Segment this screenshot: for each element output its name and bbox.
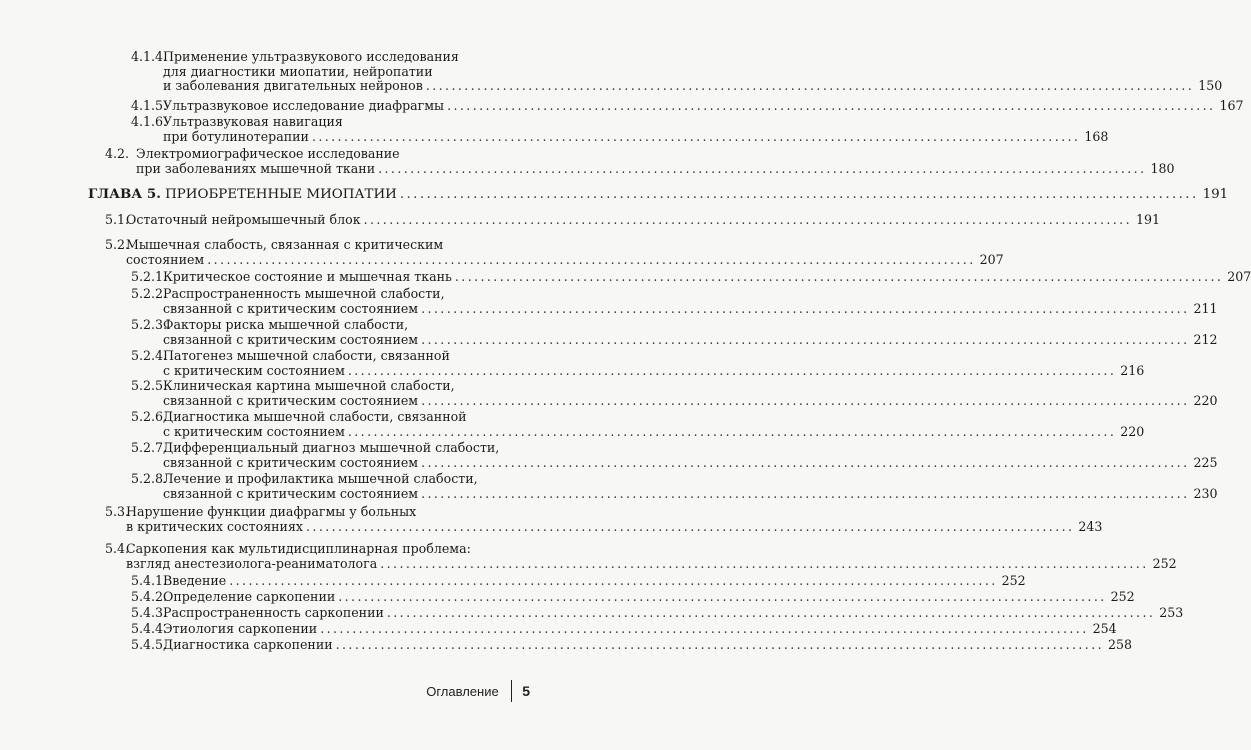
toc-entry-title-line: Критическое состояние и мышечная ткань: [163, 269, 452, 284]
toc-entry-title-line: Электромиографическое исследование: [136, 146, 400, 161]
toc-entry: [131, 378, 1218, 408]
toc-entry-title-line: Мышечная слабость, связанная с критическим: [126, 237, 444, 252]
toc-entry: [131, 589, 1135, 605]
toc-entry-page: 216: [1120, 362, 1145, 378]
chapter-label: ГЛАВА 5.: [88, 186, 161, 202]
toc-entry-number: 5.2.3.: [131, 317, 168, 332]
toc-entry-title-line: Нарушение функции диафрагмы у больных: [126, 504, 417, 519]
toc-entry-title-line: Определение саркопении: [163, 589, 336, 604]
toc-entry-page: 150: [1198, 78, 1223, 93]
toc-entry-title-line: Этиология саркопении: [163, 621, 318, 636]
toc-entry: [131, 286, 1218, 316]
toc-entry: [131, 317, 1218, 347]
dot-leader: ........................................................................................................................: [421, 454, 1190, 470]
toc-entry-number: 5.4.: [105, 541, 130, 556]
toc-entry-number: 4.2.: [105, 146, 130, 161]
dot-leader: ........................................................................................................................: [421, 485, 1190, 501]
toc-entry-page: 212: [1193, 331, 1218, 347]
toc-entry-page: 167: [1219, 98, 1244, 113]
toc-entry-page: 191: [1202, 187, 1229, 202]
toc-entry: [105, 146, 1175, 176]
toc-entry-title-line: Патогенез мышечной слабости, связанной: [163, 348, 450, 363]
dot-leader: ........................................................................................................................: [306, 518, 1075, 534]
toc-entry-number: 5.2.7.: [131, 440, 168, 455]
toc-entry: [131, 348, 1145, 378]
toc-entry-title-line: связанной с критическим состоянием: [163, 392, 419, 408]
toc-entry-title-line: Применение ультразвукового исследования: [163, 49, 459, 64]
toc-entry-number: 5.4.3.: [131, 605, 168, 620]
toc-entry: [131, 471, 1218, 501]
toc-entry-title-line: и заболевания двигательных нейронов: [163, 78, 423, 93]
footer-divider: [511, 680, 513, 702]
dot-leader: ........................................................................................................................: [380, 555, 1149, 571]
page-footer: [426, 680, 530, 702]
toc-entry-page: 225: [1193, 454, 1218, 470]
toc-entry-page: 252: [1152, 555, 1177, 571]
toc-entry-title-line: в критических состояниях: [126, 518, 304, 534]
toc-entry-number: 5.1.: [105, 212, 130, 227]
toc-entry-number: 4.1.4.: [131, 49, 168, 64]
toc-entry: [105, 212, 1161, 228]
toc-chapter-heading: [88, 186, 1229, 202]
toc-entry-title-line: ПРИОБРЕТЕННЫЕ МИОПАТИИ: [165, 187, 397, 202]
toc-entry: [105, 504, 1103, 534]
toc-entry-title-line: Ультразвуковая навигация: [163, 114, 343, 129]
toc-entry-title-line: связанной с критическим состоянием: [163, 485, 419, 501]
toc-entry-page: 220: [1193, 392, 1218, 408]
toc-entry-page: 220: [1120, 423, 1145, 439]
dot-leader: ........................................................................................................................: [320, 621, 1089, 636]
toc-entry-title-line: Распространенность мышечной слабости,: [163, 286, 445, 301]
toc-entry-number: 5.2.2.: [131, 286, 168, 301]
toc-entry-number: 5.3.: [105, 504, 130, 519]
toc-entry-page: 168: [1084, 128, 1109, 144]
toc-entry-number: 4.1.6.: [131, 114, 168, 129]
dot-leader: ........................................................................................................................: [347, 423, 1117, 439]
dot-leader: ........................................................................................................................: [421, 300, 1190, 316]
toc-entry-number: 5.4.2.: [131, 589, 168, 604]
toc-entry-title-line: для диагностики миопатии, нейропатии: [163, 63, 433, 79]
toc-entry-title-line: при заболеваниях мышечной ткани: [136, 160, 376, 176]
toc-entry: [131, 573, 1026, 589]
toc-entry-number: 5.4.4.: [131, 621, 168, 636]
toc-entry: [131, 621, 1117, 637]
dot-leader: ........................................................................................................................: [454, 269, 1224, 284]
toc-entry-title-line: Клиническая картина мышечной слабости,: [163, 378, 455, 393]
toc-entry-title-line: связанной с критическим состоянием: [163, 331, 419, 347]
toc-entry-page: 254: [1092, 621, 1117, 636]
toc-entry-title-line: Лечение и профилактика мышечной слабости,: [163, 471, 478, 486]
toc-entry-number: 5.4.5.: [131, 637, 168, 652]
toc-entry: [131, 637, 1133, 653]
toc-entry-number: 5.4.1.: [131, 573, 168, 588]
toc-entry: [131, 409, 1145, 439]
toc-entry-title-line: Саркопения как мультидисциплинарная проблема:: [126, 541, 471, 556]
dot-leader: ........................................................................................................................: [386, 605, 1156, 620]
dot-leader: ........................................................................................................................: [338, 589, 1107, 604]
dot-leader: ........................................................................................................................: [363, 212, 1132, 227]
toc-entry-title-line: взгляд анестезиолога-реаниматолога: [126, 555, 378, 571]
dot-leader: ........................................................................................................................: [399, 187, 1199, 202]
toc-entry-page: 230: [1193, 485, 1218, 501]
toc-entry-number: 5.2.: [105, 237, 130, 252]
toc-entry: [131, 269, 1251, 285]
dot-leader: ........................................................................................................................: [207, 251, 976, 267]
toc-entry-title-line: при ботулинотерапии: [163, 128, 309, 144]
toc-entry-title-line: Ультразвуковое исследование диафрагмы: [163, 98, 445, 113]
toc-entry: [131, 605, 1184, 621]
toc-entry-page: 207: [979, 251, 1004, 267]
toc-entry-page: 211: [1193, 300, 1218, 316]
dot-leader: ........................................................................................................................: [335, 637, 1105, 652]
toc-entry-number: 5.2.6.: [131, 409, 168, 424]
dot-leader: ........................................................................................................................: [311, 128, 1081, 144]
toc-entry-page: 253: [1159, 605, 1184, 620]
toc-entry-title-line: Диагностика саркопении: [163, 637, 333, 652]
toc-entry-title-line: Распространенность саркопении: [163, 605, 384, 620]
dot-leader: ........................................................................................................................: [425, 78, 1195, 93]
dot-leader: ........................................................................................................................: [421, 392, 1190, 408]
toc-entry-title-line: Диагностика мышечной слабости, связанной: [163, 409, 467, 424]
toc-entry: [105, 541, 1177, 571]
toc-entry-title-line: состоянием: [126, 251, 205, 267]
page-number: 5: [522, 683, 530, 699]
dot-leader: ........................................................................................................................: [421, 331, 1190, 347]
toc-entry: [131, 49, 1223, 94]
toc-entry-title-line: связанной с критическим состоянием: [163, 454, 419, 470]
toc-entry-page: 252: [1001, 573, 1026, 588]
toc-entry-page: 180: [1150, 160, 1175, 176]
toc-entry-title-line: с критическим состоянием: [163, 362, 345, 378]
toc-entry: [131, 440, 1218, 470]
toc-entry-number: 5.2.5.: [131, 378, 168, 393]
toc-entry-number: 5.2.1.: [131, 269, 168, 284]
toc-entry-page: 207: [1227, 269, 1251, 284]
dot-leader: ........................................................................................................................: [229, 573, 998, 588]
toc-entry-title-line: с критическим состоянием: [163, 423, 345, 439]
toc-entry-title-line: Дифференциальный диагноз мышечной слабости,: [163, 440, 500, 455]
toc-entry-number: 5.2.4.: [131, 348, 168, 363]
toc-entry-title-line: связанной с критическим состоянием: [163, 300, 419, 316]
toc-entry: [131, 114, 1109, 144]
toc-entry: [105, 237, 1004, 267]
toc-entry-title-line: Факторы риска мышечной слабости,: [163, 317, 409, 332]
dot-leader: ........................................................................................................................: [378, 160, 1147, 176]
toc-entry-page: 258: [1108, 637, 1133, 652]
toc-entry-title-line: Введение: [163, 573, 227, 588]
dot-leader: ........................................................................................................................: [347, 362, 1117, 378]
toc-entry: [131, 98, 1244, 114]
toc-entry-number: 4.1.5.: [131, 98, 168, 113]
toc-entry-number: 5.2.8.: [131, 471, 168, 486]
running-footer-title: Оглавление: [426, 683, 499, 699]
toc-entry-page: 243: [1078, 518, 1103, 534]
toc-entry-page: 252: [1110, 589, 1135, 604]
toc-entry-title-line: Остаточный нейромышечный блок: [126, 212, 361, 227]
dot-leader: ........................................................................................................................: [447, 98, 1216, 113]
toc-entry-page: 191: [1135, 212, 1161, 227]
